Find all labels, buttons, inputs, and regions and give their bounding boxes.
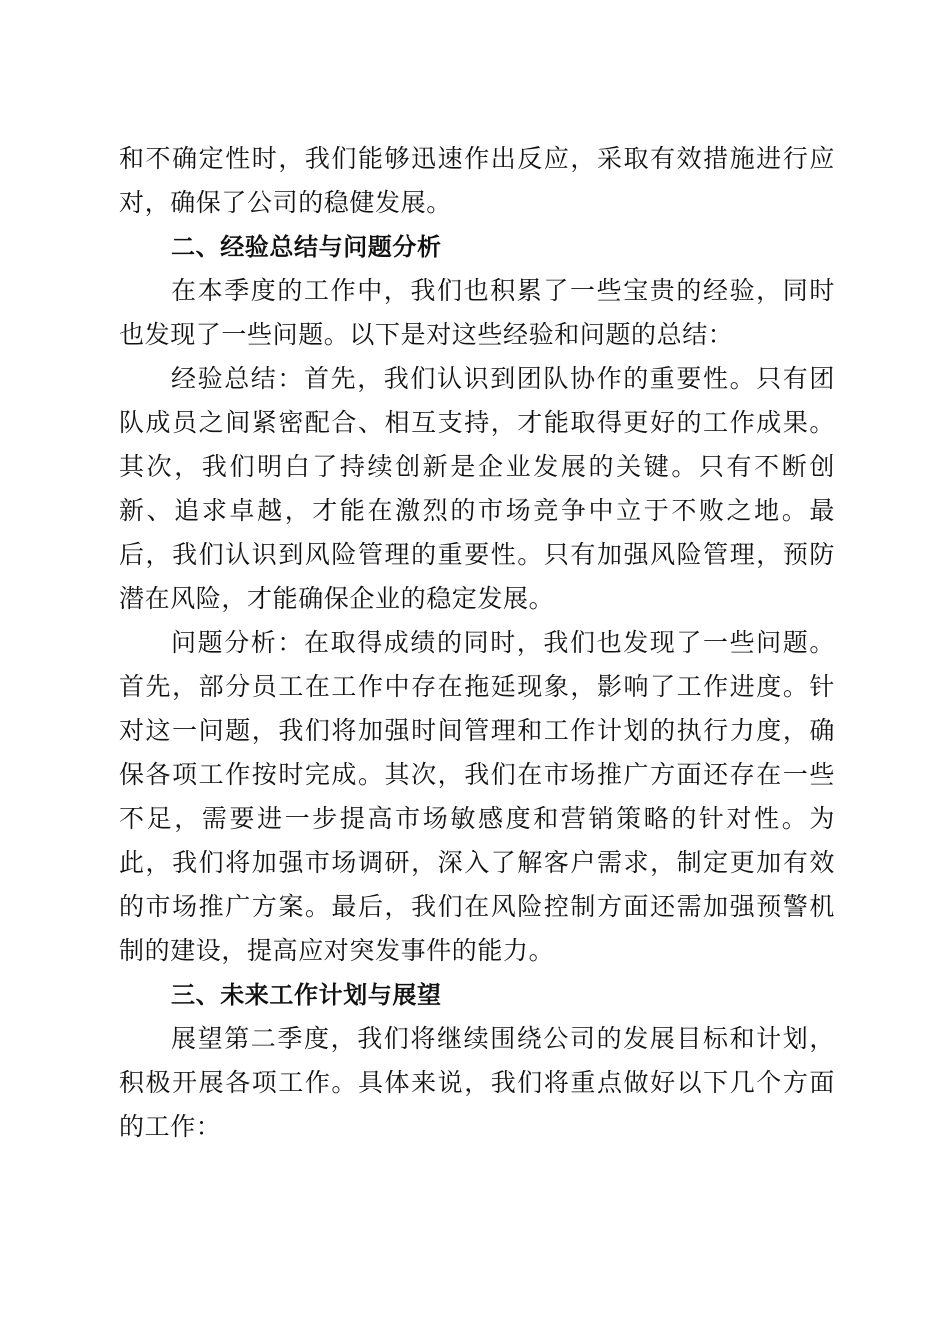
section-heading-experience-analysis: 二、经验总结与问题分析 xyxy=(171,233,442,261)
section-heading-future-plan: 三、未来工作计划与展望 xyxy=(171,981,442,1009)
paragraph-experience-summary: 经验总结：首先，我们认识到团队协作的重要性。只有团队成员之间紧密配合、相互支持，才能取得更好的工作成果。其次，我们明白了持续创新是企业发展的关键。只有不断创新、追求卓越，才能在激烈的市场竞争中立于不败之地。最后，我们认识到风险管理的重要性。只有加强风险管理，预防潜在风险，才能确保企业的稳定发展。 xyxy=(119,364,835,613)
paragraph-continued: 和不确定性时，我们能够迅速作出反应，采取有效措施进行应对，确保了公司的稳健发展。 xyxy=(119,144,835,217)
paragraph-section3-intro: 展望第二季度，我们将继续围绕公司的发展目标和计划，积极开展各项工作。具体来说，我们将重点做好以下几个方面的工作： xyxy=(119,1024,835,1141)
document-body xyxy=(119,137,835,1149)
paragraph-problem-analysis: 问题分析：在取得成绩的同时，我们也发现了一些问题。首先，部分员工在工作中存在拖延现象，影响了工作进度。针对这一问题，我们将加强时间管理和工作计划的执行力度，确保各项工作按时完成。其次，我们在市场推广方面还存在一些不足，需要进一步提高市场敏感度和营销策略的针对性。为此，我们将加强市场调研，深入了解客户需求，制定更加有效的市场推广方案。最后，我们在风险控制方面还需加强预警机制的建设，提高应对突发事件的能力。 xyxy=(119,628,835,965)
paragraph-section2-intro: 在本季度的工作中，我们也积累了一些宝贵的经验，同时也发现了一些问题。以下是对这些经验和问题的总结： xyxy=(119,276,835,349)
